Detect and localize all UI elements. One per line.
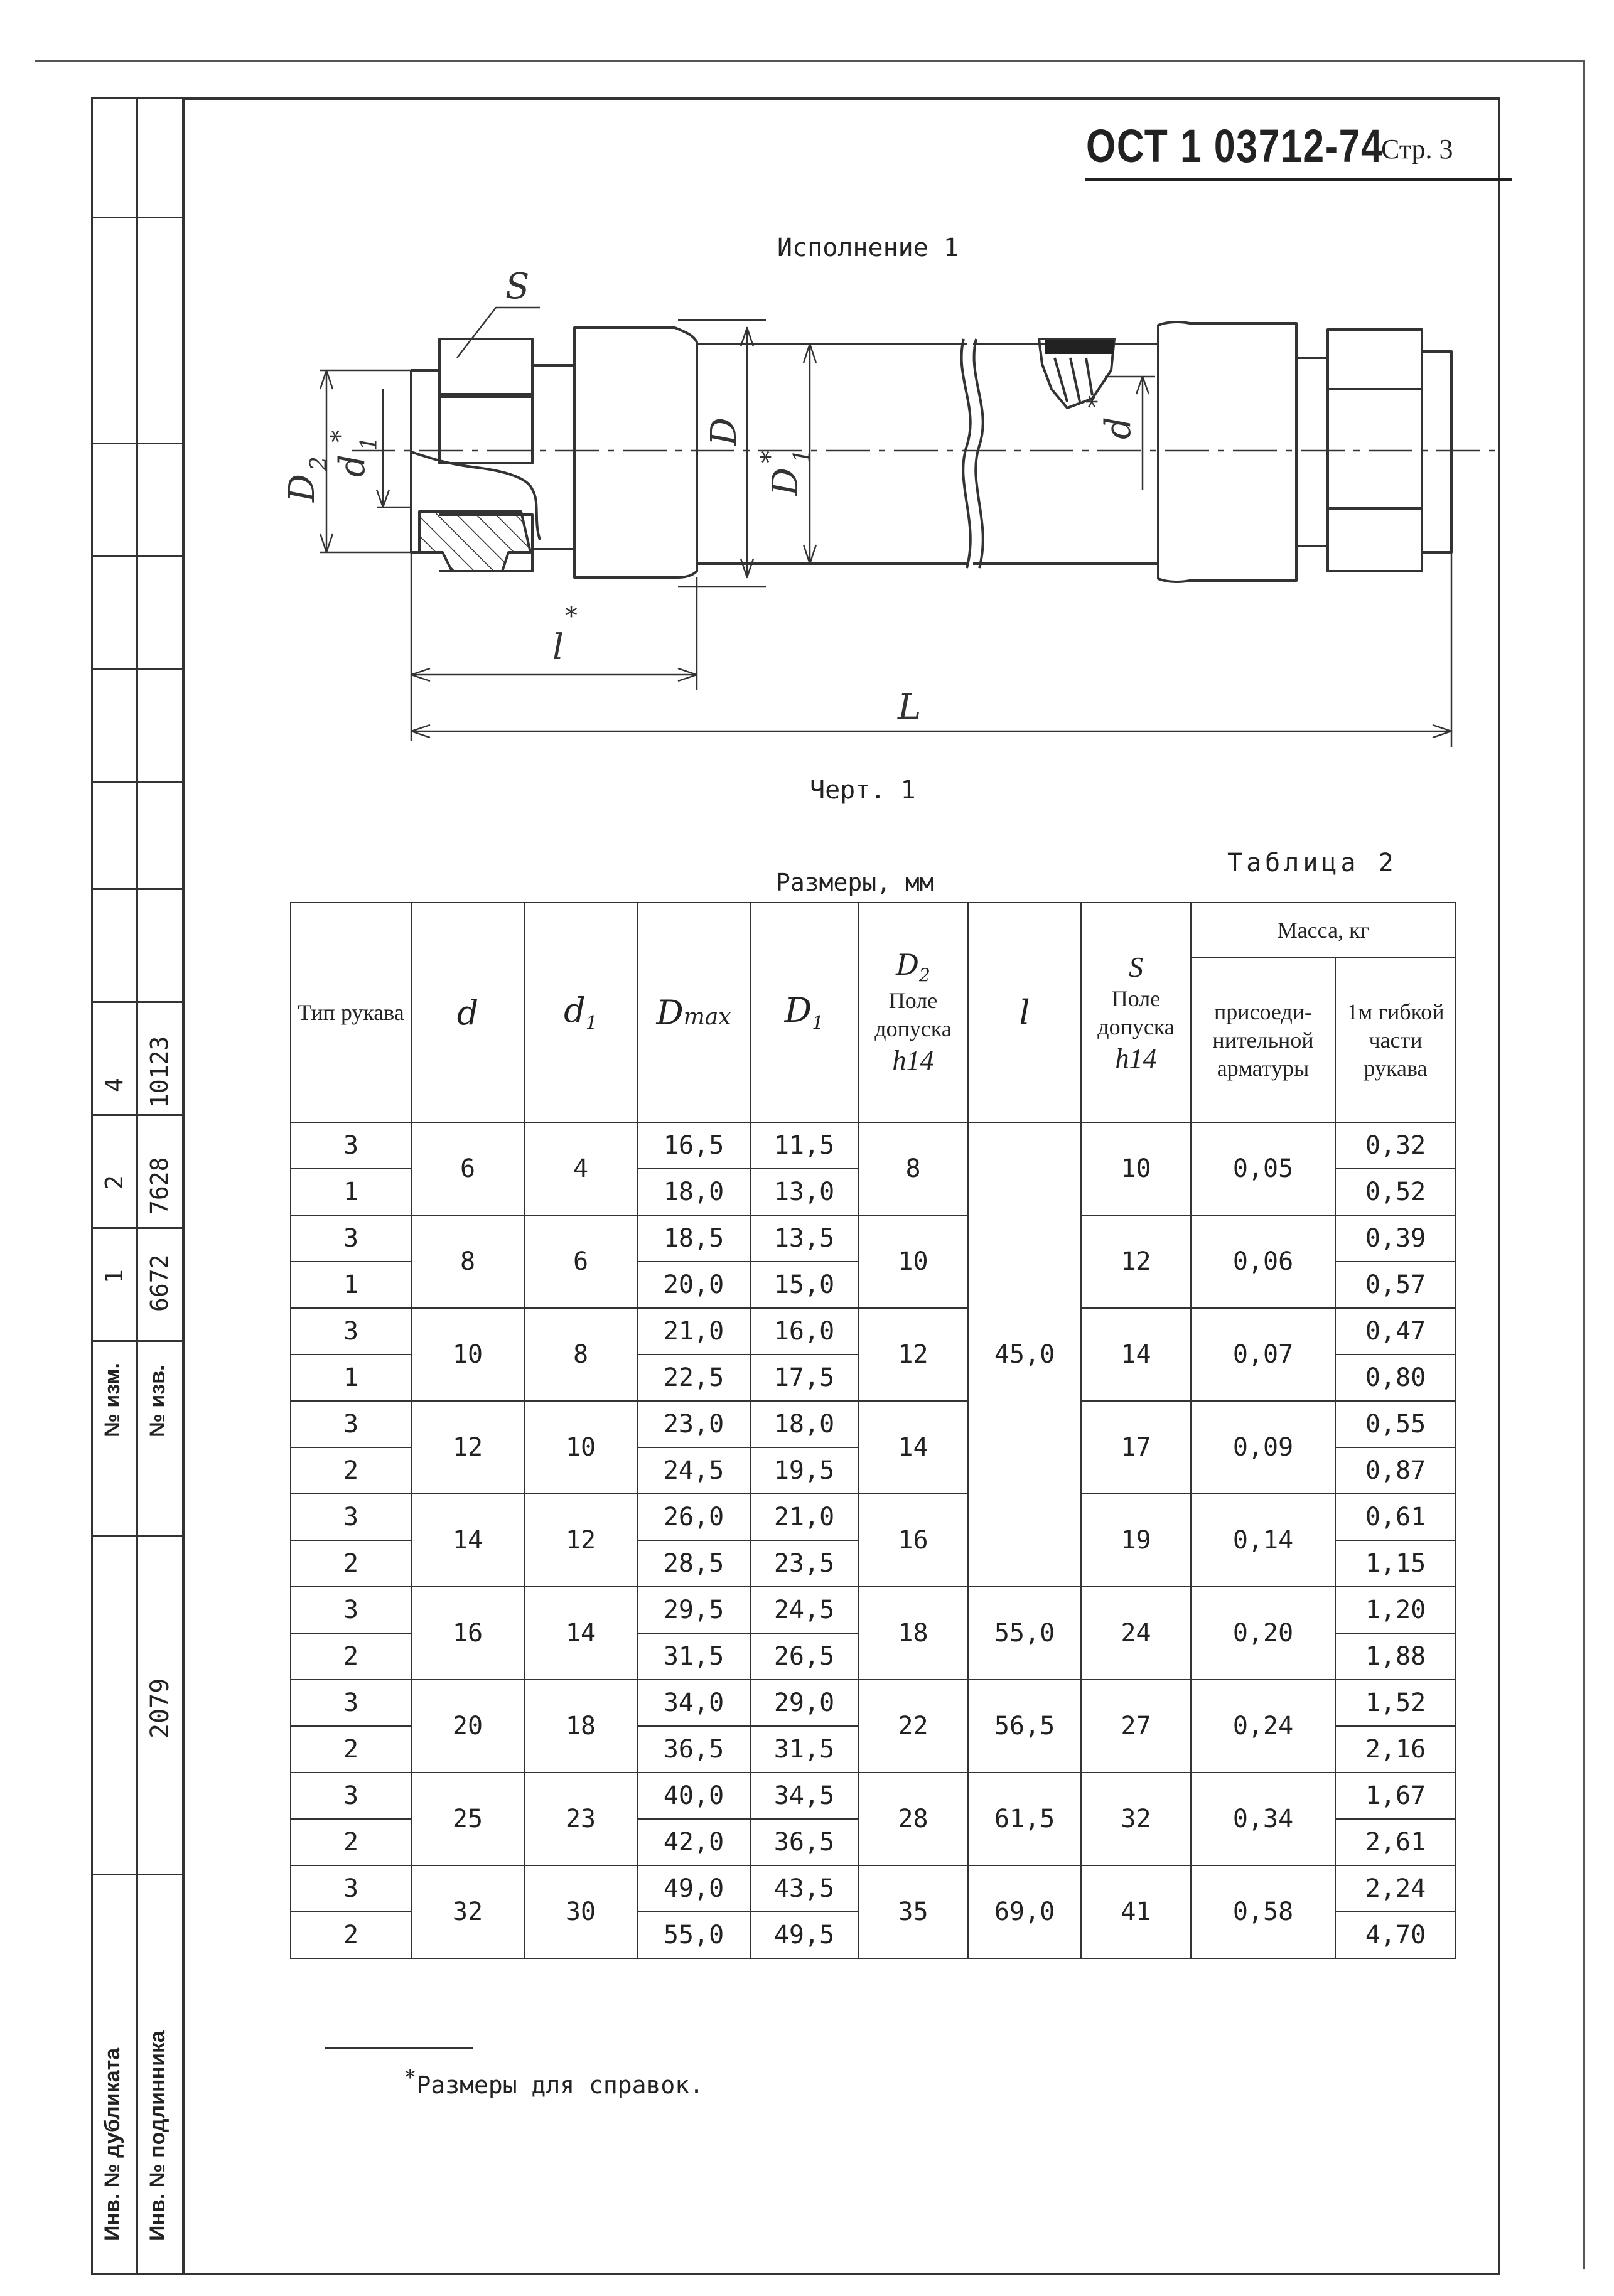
sidebar-izv-label: № изв. — [146, 1365, 169, 1437]
cell-D1: 21,0 — [750, 1494, 858, 1540]
cell-D2: 18 — [858, 1587, 968, 1680]
cell-s: 27 — [1081, 1680, 1191, 1773]
table-row — [291, 1122, 1456, 1169]
sidebar-izv-7628: 7628 — [146, 1157, 173, 1215]
sidebar-orig-label: Инв. № подлинника — [146, 2030, 169, 2241]
table-row — [291, 1308, 1456, 1355]
cell-mass-flex: 0,39 — [1335, 1215, 1456, 1262]
cell-dmax: 21,0 — [637, 1308, 750, 1355]
sidebar-divider — [91, 888, 184, 890]
cell-dmax: 42,0 — [637, 1819, 750, 1865]
header-d1: $d_1$ — [524, 903, 637, 1122]
header-D1: $D_1$ — [750, 903, 858, 1122]
cell-s: 41 — [1081, 1865, 1191, 1958]
sidebar-divider — [91, 1340, 184, 1342]
cell-d1: 10 — [524, 1401, 637, 1494]
sidebar-divider — [91, 781, 184, 783]
cell-dmax: 16,5 — [637, 1122, 750, 1169]
cell-type: 1 — [291, 1355, 411, 1401]
document-number: ОСТ 1 03712-74 — [1086, 120, 1384, 172]
cell-type: 3 — [291, 1401, 411, 1447]
header-mass-flex: 1м гибкой части рукава — [1335, 958, 1456, 1122]
cell-D1: 29,0 — [750, 1680, 858, 1726]
cell-D1: 13,5 — [750, 1215, 858, 1262]
cell-D2: 14 — [858, 1401, 968, 1494]
label-D1-star: * — [756, 451, 785, 463]
cell-D2: 35 — [858, 1865, 968, 1958]
header-l: l — [968, 903, 1081, 1122]
cell-mass-fitting: 0,05 — [1191, 1122, 1335, 1215]
cell-mass-flex: 4,70 — [1335, 1912, 1456, 1958]
cell-l: 45,0 — [968, 1122, 1081, 1587]
cell-d: 10 — [411, 1308, 524, 1401]
sidebar-divider — [91, 1535, 184, 1537]
cell-dmax: 49,0 — [637, 1865, 750, 1912]
cell-dmax: 40,0 — [637, 1773, 750, 1819]
label-d-right-star: * — [1082, 395, 1111, 408]
cell-D1: 34,5 — [750, 1773, 858, 1819]
label-D1-sub: 1 — [790, 449, 815, 463]
label-D2-sub: 2 — [306, 456, 332, 471]
header-mass-fitting: присоеди- нительной арматуры — [1191, 958, 1335, 1122]
cell-mass-fitting: 0,07 — [1191, 1308, 1335, 1401]
cell-mass-flex: 1,15 — [1335, 1540, 1456, 1587]
sidebar-divider — [91, 1874, 184, 1875]
cell-d1: 30 — [524, 1865, 637, 1958]
table-row — [291, 1773, 1456, 1819]
label-D2: D — [282, 474, 323, 502]
cell-type: 3 — [291, 1865, 411, 1912]
cell-d: 6 — [411, 1122, 524, 1215]
cell-type: 3 — [291, 1680, 411, 1726]
sidebar-divider — [91, 1114, 184, 1116]
hose-drawing — [0, 0, 1614, 766]
cell-s: 32 — [1081, 1773, 1191, 1865]
cell-mass-flex: 2,61 — [1335, 1819, 1456, 1865]
sidebar-dup-label: Инв. № дубликата — [100, 2047, 124, 2241]
sidebar-izm-2: 2 — [100, 1175, 128, 1189]
header-type: Тип рукава — [291, 903, 411, 1122]
label-l: l — [552, 627, 564, 668]
cell-type: 3 — [291, 1215, 411, 1262]
cell-type: 2 — [291, 1726, 411, 1773]
cell-type: 2 — [291, 1912, 411, 1958]
cell-D2: 16 — [858, 1494, 968, 1587]
sidebar-izm-1: 1 — [100, 1269, 128, 1284]
cell-d: 8 — [411, 1215, 524, 1308]
table-label: Таблица 2 — [1227, 849, 1397, 877]
cell-l: 61,5 — [968, 1773, 1081, 1865]
cell-D2: 10 — [858, 1215, 968, 1308]
cell-D1: 17,5 — [750, 1355, 858, 1401]
table-units: Размеры, мм — [776, 869, 934, 896]
sidebar-izm-label: № изм. — [100, 1363, 124, 1437]
cell-dmax: 20,0 — [637, 1262, 750, 1308]
cell-mass-flex: 1,52 — [1335, 1680, 1456, 1726]
cell-D1: 49,5 — [750, 1912, 858, 1958]
cell-D2: 8 — [858, 1122, 968, 1215]
cell-mass-flex: 0,32 — [1335, 1122, 1456, 1169]
header-mass: Масса, кг — [1191, 903, 1456, 958]
cell-d: 12 — [411, 1401, 524, 1494]
cell-l: 56,5 — [968, 1680, 1081, 1773]
cell-mass-flex: 0,57 — [1335, 1262, 1456, 1308]
label-D1: D — [765, 468, 806, 496]
cell-type: 2 — [291, 1540, 411, 1587]
cell-mass-flex: 1,67 — [1335, 1773, 1456, 1819]
header-s: S Поле допуска h14 — [1081, 903, 1191, 1122]
cell-D1: 24,5 — [750, 1587, 858, 1633]
cell-d1: 23 — [524, 1773, 637, 1865]
cell-d1: 12 — [524, 1494, 637, 1587]
label-L: L — [898, 687, 922, 727]
sidebar-izm-4: 4 — [100, 1078, 128, 1092]
cell-D1: 13,0 — [750, 1169, 858, 1215]
cell-type: 2 — [291, 1447, 411, 1494]
page-label: Стр. 3 — [1381, 134, 1453, 164]
cell-type: 3 — [291, 1773, 411, 1819]
cell-d1: 6 — [524, 1215, 637, 1308]
table-row — [291, 1494, 1456, 1540]
sidebar-izv-6672: 6672 — [146, 1254, 173, 1312]
cell-mass-flex: 0,80 — [1335, 1355, 1456, 1401]
cell-dmax: 34,0 — [637, 1680, 750, 1726]
cell-s: 19 — [1081, 1494, 1191, 1587]
cell-d: 20 — [411, 1680, 524, 1773]
cell-mass-fitting: 0,58 — [1191, 1865, 1335, 1958]
cell-dmax: 36,5 — [637, 1726, 750, 1773]
label-l-star: * — [565, 602, 578, 631]
table-row — [291, 1401, 1456, 1447]
cell-d: 14 — [411, 1494, 524, 1587]
cell-dmax: 28,5 — [637, 1540, 750, 1587]
label-D: D — [704, 417, 745, 446]
footnote-rule — [325, 2047, 473, 2049]
cell-D1: 16,0 — [750, 1308, 858, 1355]
cell-dmax: 29,5 — [637, 1587, 750, 1633]
table-row — [291, 1215, 1456, 1262]
cell-mass-fitting: 0,14 — [1191, 1494, 1335, 1587]
cell-D2: 28 — [858, 1773, 968, 1865]
cell-d1: 4 — [524, 1122, 637, 1215]
footnote: *Размеры для справок. — [404, 2065, 704, 2099]
cell-type: 1 — [291, 1169, 411, 1215]
cell-mass-flex: 1,88 — [1335, 1633, 1456, 1680]
cell-s: 17 — [1081, 1401, 1191, 1494]
cell-dmax: 31,5 — [637, 1633, 750, 1680]
label-d1-sub: 1 — [357, 436, 382, 451]
cell-mass-fitting: 0,06 — [1191, 1215, 1335, 1308]
cell-mass-fitting: 0,09 — [1191, 1401, 1335, 1494]
cell-type: 3 — [291, 1308, 411, 1355]
cell-d1: 18 — [524, 1680, 637, 1773]
cell-dmax: 24,5 — [637, 1447, 750, 1494]
sidebar-inv-number: 2079 — [146, 1678, 175, 1739]
label-d1: d — [332, 454, 373, 477]
label-s: S — [505, 266, 530, 307]
cell-d: 16 — [411, 1587, 524, 1680]
table-row — [291, 1680, 1456, 1726]
cell-l: 55,0 — [968, 1587, 1081, 1680]
cell-D1: 31,5 — [750, 1726, 858, 1773]
cell-D1: 15,0 — [750, 1262, 858, 1308]
cell-mass-flex: 0,52 — [1335, 1169, 1456, 1215]
table-row — [291, 1587, 1456, 1633]
cell-s: 24 — [1081, 1587, 1191, 1680]
cell-D1: 23,5 — [750, 1540, 858, 1587]
cell-mass-fitting: 0,34 — [1191, 1773, 1335, 1865]
cell-mass-flex: 0,55 — [1335, 1401, 1456, 1447]
cell-dmax: 55,0 — [637, 1912, 750, 1958]
cell-s: 10 — [1081, 1122, 1191, 1215]
label-d1-star: * — [326, 430, 355, 443]
cell-mass-fitting: 0,24 — [1191, 1680, 1335, 1773]
cell-d1: 14 — [524, 1587, 637, 1680]
cell-mass-flex: 2,24 — [1335, 1865, 1456, 1912]
cell-type: 3 — [291, 1494, 411, 1540]
figure-caption: Черт. 1 — [810, 776, 916, 805]
cell-D1: 19,5 — [750, 1447, 858, 1494]
cell-type: 1 — [291, 1262, 411, 1308]
cell-type: 2 — [291, 1633, 411, 1680]
cell-dmax: 22,5 — [637, 1355, 750, 1401]
cell-type: 3 — [291, 1122, 411, 1169]
cell-mass-flex: 2,16 — [1335, 1726, 1456, 1773]
cell-D1: 26,5 — [750, 1633, 858, 1680]
header-d: d — [411, 903, 524, 1122]
label-d-right: d — [1098, 417, 1139, 439]
table-row — [291, 1865, 1456, 1912]
dimensions-table — [290, 902, 1456, 1959]
cell-d1: 8 — [524, 1308, 637, 1401]
cell-D2: 22 — [858, 1680, 968, 1773]
cell-mass-flex: 1,20 — [1335, 1587, 1456, 1633]
cell-s: 14 — [1081, 1308, 1191, 1401]
cell-D1: 18,0 — [750, 1401, 858, 1447]
cell-type: 3 — [291, 1587, 411, 1633]
cell-mass-flex: 0,47 — [1335, 1308, 1456, 1355]
sidebar-izv-10123: 10123 — [146, 1036, 173, 1108]
cell-d: 25 — [411, 1773, 524, 1865]
cell-dmax: 18,5 — [637, 1215, 750, 1262]
cell-D1: 11,5 — [750, 1122, 858, 1169]
cell-mass-flex: 0,87 — [1335, 1447, 1456, 1494]
cell-D2: 12 — [858, 1308, 968, 1401]
header-D2: $D_2$ Поле допуска h14 — [858, 903, 968, 1122]
sidebar-divider — [91, 1227, 184, 1229]
figure-title: Исполнение 1 — [777, 233, 959, 262]
cell-D1: 43,5 — [750, 1865, 858, 1912]
cell-dmax: 23,0 — [637, 1401, 750, 1447]
cell-s: 12 — [1081, 1215, 1191, 1308]
sidebar-divider — [91, 1001, 184, 1003]
cell-dmax: 18,0 — [637, 1169, 750, 1215]
cell-type: 2 — [291, 1819, 411, 1865]
cell-d: 32 — [411, 1865, 524, 1958]
cell-D1: 36,5 — [750, 1819, 858, 1865]
cell-l: 69,0 — [968, 1865, 1081, 1958]
header-dmax: Dmax — [637, 903, 750, 1122]
cell-mass-flex: 0,61 — [1335, 1494, 1456, 1540]
cell-dmax: 26,0 — [637, 1494, 750, 1540]
cell-mass-fitting: 0,20 — [1191, 1587, 1335, 1680]
